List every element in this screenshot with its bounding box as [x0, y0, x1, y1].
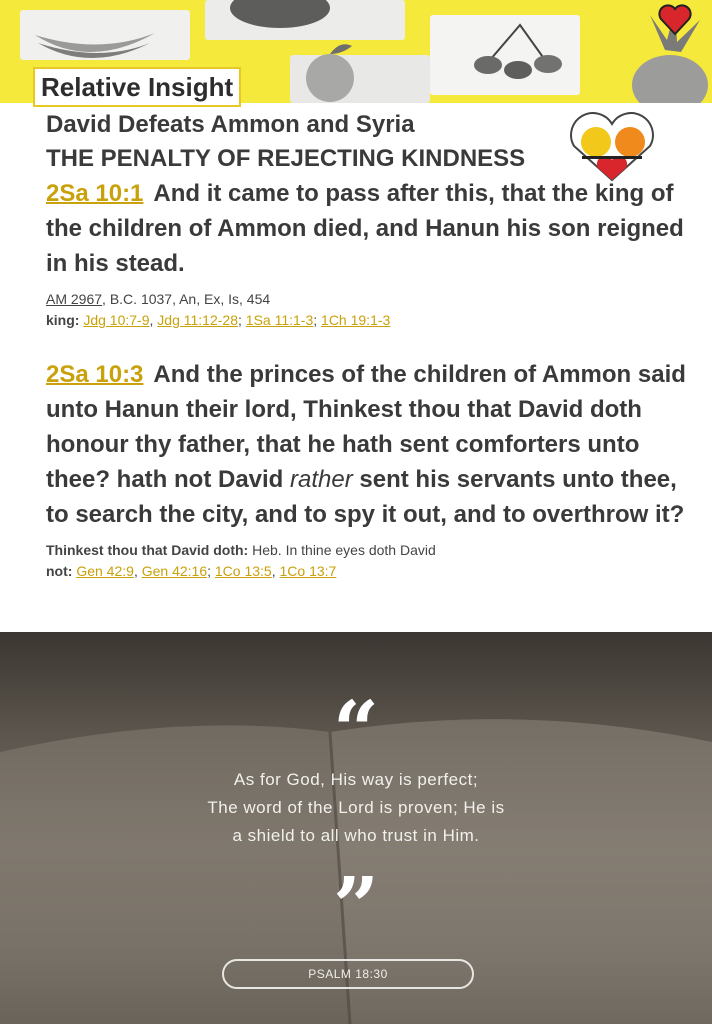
crossref-link[interactable]: 1Co 13:7 [279, 563, 337, 579]
section-title: David Defeats Ammon and Syria [46, 111, 415, 138]
crossref-link[interactable]: Jdg 10:7-9 [83, 312, 150, 328]
quote-line-2: The word of the Lord is proven; He is [207, 798, 505, 817]
cherries-icon [460, 20, 570, 80]
verse-3-italic: rather [290, 466, 353, 493]
note-am-link[interactable]: AM 2967 [46, 291, 103, 307]
note-am [46, 289, 686, 310]
note-king: king: Jdg 10:7-9, Jdg 11:12-28; 1Sa 11:1-3; 1Ch 19:1-3 [46, 312, 391, 328]
quote-line-3: a shield to all who trust in Him. [232, 826, 480, 845]
brand-badge: Relative Insight [33, 67, 241, 107]
note-thinkest-text: Heb. In thine eyes doth David [252, 542, 436, 558]
verse-1-text: And it came to pass after this, that the king of the children of Ammon died, and Hanun his son reigned in his stead. [46, 180, 684, 277]
note-thinkest [46, 540, 686, 561]
verse-3-text-a: And the princes of the children of Ammon said unto Hanun their lord, Thinkest thou that David doth honour thy father, that he hath sent comforters unto thee? hath not David [46, 361, 686, 493]
note-not-label: not: [46, 563, 73, 579]
verse-3-text-b: sent his servants unto thee, to search the city, and to spy it out, and to overthrow it? [46, 466, 685, 528]
verse-1-ref[interactable]: 2Sa 10:1 [46, 180, 144, 207]
crossref-link[interactable]: 1Ch 19:1-3 [321, 312, 391, 328]
fig-icon [225, 0, 335, 30]
quote-line-1: As for God, His way is perfect; [233, 770, 479, 789]
bible-text [46, 108, 686, 582]
banana-icon [30, 25, 160, 65]
open-quote-icon: “ [332, 683, 379, 777]
crossref-link[interactable]: Gen 42:9 [76, 563, 134, 579]
verse-1 [46, 176, 686, 281]
apple-icon [290, 40, 370, 102]
crossref-link[interactable]: Jdg 11:12-28 [157, 312, 238, 328]
verse-3 [46, 357, 686, 532]
quote-source: PSALM 18:30 [222, 959, 474, 989]
crossref-link[interactable]: 1Co 13:5 [214, 563, 272, 579]
crossref-link[interactable]: Gen 42:16 [141, 563, 208, 579]
section-subtitle: THE PENALTY OF REJECTING KINDNESS [46, 145, 526, 172]
verse-3-ref[interactable]: 2Sa 10:3 [46, 361, 144, 388]
note-am-rest: , B.C. 1037, An, Ex, Is, 454 [102, 291, 271, 307]
close-quote-icon: ” [332, 859, 379, 953]
note-king-label: king: [46, 312, 80, 328]
note-not: not: Gen 42:9, Gen 42:16; 1Co 13:5, 1Co 13:7 [46, 563, 337, 579]
crossref-link[interactable]: 1Sa 11:1-3 [245, 312, 314, 328]
heart-icon [657, 2, 693, 38]
note-thinkest-label: Thinkest thou that David doth: [46, 542, 249, 558]
